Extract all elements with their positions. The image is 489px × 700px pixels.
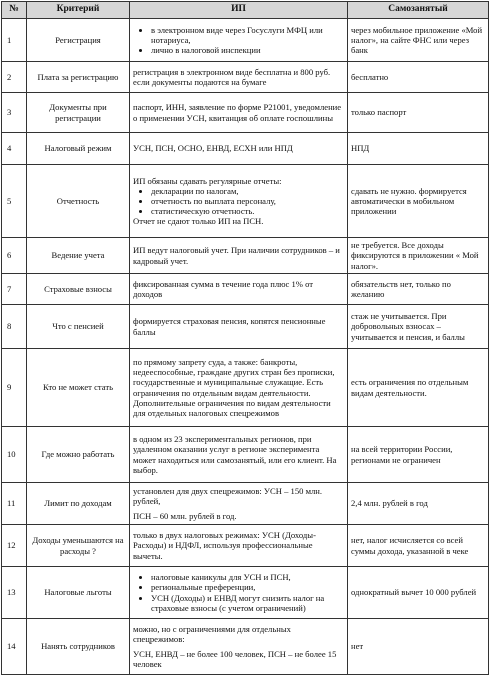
criterion-cell: Налоговые льготы (27, 567, 130, 619)
table-row (2, 305, 489, 349)
header-self-employed: Самозанятый (348, 2, 489, 19)
criterion-cell: Кто не может стать (27, 349, 130, 427)
ip-cell: только в двух налоговых режимах: УСН (Доходы-Расходы) и НДФЛ, используя профессиональные вычеты. (130, 525, 348, 567)
ip-cell: регистрация в электронном виде бесплатна и 800 руб. если документы подаются на бумаге (130, 62, 348, 93)
self-employed-cell: НПД (348, 133, 489, 165)
ip-list (133, 572, 344, 613)
row-number: 2 (2, 62, 27, 93)
ip-cell (130, 619, 348, 675)
ip-cell (130, 165, 348, 238)
list-item: • статистическую отчетность. (151, 206, 344, 216)
row-number: 14 (2, 619, 27, 675)
header-row (2, 2, 489, 19)
criterion-cell: Плата за регистрацию (27, 62, 130, 93)
row-number: 1 (2, 19, 27, 62)
table-row (2, 427, 489, 483)
ip-cell: УСН, ПСН, ОСНО, ЕНВД, ЕСХН или НПД (130, 133, 348, 165)
table-row (2, 349, 489, 427)
ip-list (133, 186, 344, 216)
ip-text: УСН, ЕНВД – не более 100 человек, ПСН – не более 15 человек (133, 648, 337, 669)
table-row (2, 567, 489, 619)
table-row (2, 93, 489, 133)
header-num: № (2, 2, 27, 19)
table-row (2, 165, 489, 238)
row-number: 8 (2, 305, 27, 349)
self-employed-cell: обязательств нет, только по желанию (348, 274, 489, 305)
self-employed-cell: на всей территории России, регионами не ограничен (348, 427, 489, 483)
criterion-cell: Лимит по доходам (27, 483, 130, 525)
row-number: 5 (2, 165, 27, 238)
ip-cell (130, 567, 348, 619)
table-row (2, 525, 489, 567)
ip-text: можно, но с ограничениями для отдельных спецрежимов: (133, 624, 291, 645)
self-employed-cell: стаж не учитывается. При добровольных взносах – учитывается и пенсия, и баллы (348, 305, 489, 349)
ip-text: ИП обязаны сдавать регулярные отчеты: (133, 175, 282, 186)
table-row (2, 619, 489, 675)
criterion-cell: Нанять сотрудников (27, 619, 130, 675)
criterion-cell: Отчетность (27, 165, 130, 238)
ip-cell: ИП ведут налоговый учет. При наличии сотрудников – и кадровый учет. (130, 238, 348, 274)
criterion-cell: Ведение учета (27, 238, 130, 274)
comparison-table (1, 1, 489, 675)
criterion-cell: Документы при регистрации (27, 93, 130, 133)
header-criterion: Критерий (27, 2, 130, 19)
self-employed-cell: нет (348, 619, 489, 675)
row-number: 7 (2, 274, 27, 305)
row-number: 13 (2, 567, 27, 619)
list-item: • отчетность по выплата персоналу, (151, 196, 344, 206)
row-number: 10 (2, 427, 27, 483)
row-number: 9 (2, 349, 27, 427)
self-employed-cell: есть ограничения по отдельным видам деятельности. (348, 349, 489, 427)
self-employed-cell: не требуется. Все доходы фиксируются в приложении « Мой налог». (348, 238, 489, 274)
table-row (2, 133, 489, 165)
ip-list (133, 25, 344, 55)
list-item: • в электронном виде через Госуслуги МФЦ или нотариуса, (151, 25, 344, 45)
table-row (2, 62, 489, 93)
self-employed-cell: 2,4 млн. рублей в год (348, 483, 489, 525)
table-row (2, 238, 489, 274)
row-number: 11 (2, 483, 27, 525)
criterion-cell: Регистрация (27, 19, 130, 62)
ip-text: Отчет не сдают только ИП на ПСН. (133, 216, 264, 227)
self-employed-cell: бесплатно (348, 62, 489, 93)
self-employed-cell: только паспорт (348, 93, 489, 133)
list-item: • региональные преференции, (151, 582, 344, 592)
self-employed-cell: нет, налог исчисляется со всей суммы дохода, указанной в чеке (348, 525, 489, 567)
table-row (2, 274, 489, 305)
criterion-cell: Налоговый режим (27, 133, 130, 165)
ip-cell: паспорт, ИНН, заявление по форме Р21001, уведомление о применении УСН, квитанция об оплате госпошлины (130, 93, 348, 133)
list-item: • УСН (Доходы) и ЕНВД могут снизить налог на страховые взносы (с учетом ограничений) (151, 593, 344, 613)
ip-cell (130, 19, 348, 62)
self-employed-cell: однократный вычет 10 000 рублей (348, 567, 489, 619)
row-number: 3 (2, 93, 27, 133)
criterion-cell: Страховые взносы (27, 274, 130, 305)
list-item: • декларации по налогам, (151, 186, 344, 196)
row-number: 6 (2, 238, 27, 274)
criterion-cell: Что с пенсией (27, 305, 130, 349)
table-row (2, 483, 489, 525)
ip-cell: фиксированная сумма в течение года плюс 1% от доходов (130, 274, 348, 305)
header-ip: ИП (130, 2, 348, 19)
criterion-cell: Где можно работать (27, 427, 130, 483)
ip-cell: по прямому запрету суда, а также: банкроты, недееспособные, граждане других стран без прописки, государственные и муниципальные служащие. Есть ограничения по отдельным видам деятельности. Дополнительные ограничения по видам деятельности для отдельных налоговых спецрежимов (130, 349, 348, 427)
ip-text: установлен для двух спецрежимов: УСН – 150 млн. рублей, (133, 486, 323, 507)
ip-text: ПСН – 60 млн. рублей в год. (133, 510, 237, 521)
self-employed-cell: сдавать не нужно. формируется автоматически в мобильном приложении (348, 165, 489, 238)
ip-cell (130, 483, 348, 525)
self-employed-cell: через мобильное приложение «Мой налог», на сайте ФНС или через банк (348, 19, 489, 62)
list-item: • налоговые каникулы для УСН и ПСН, (151, 572, 344, 582)
ip-cell: в одном из 23 экспериментальных регионов, при удаленном оказании услуг в регионе эксперимента может находиться или самозанятый, или его клиент. На выбор. (130, 427, 348, 483)
ip-cell: формируется страховая пенсия, копятся пенсионные баллы (130, 305, 348, 349)
list-item: • лично в налоговой инспекции (151, 45, 344, 55)
row-number: 4 (2, 133, 27, 165)
row-number: 12 (2, 525, 27, 567)
criterion-cell: Доходы уменьшаются на расходы ? (27, 525, 130, 567)
table-row (2, 19, 489, 62)
